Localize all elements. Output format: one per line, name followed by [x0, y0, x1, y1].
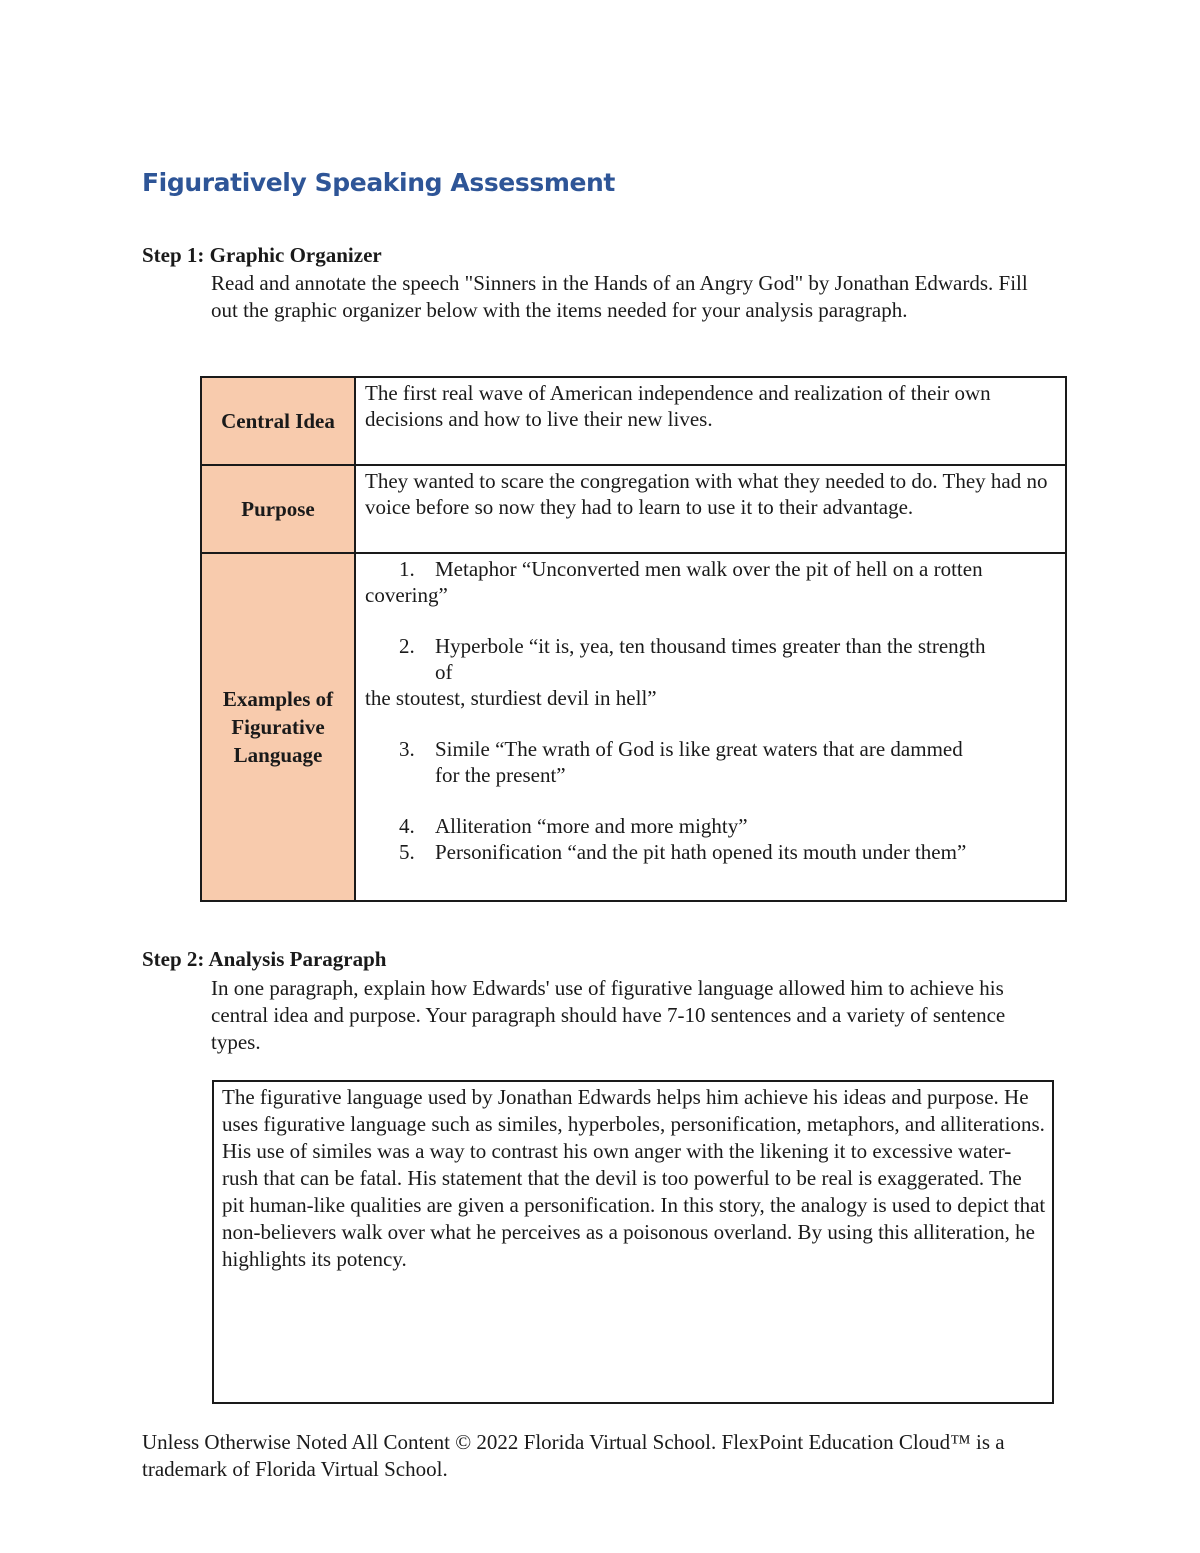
page-title: Figuratively Speaking Assessment — [142, 168, 615, 197]
organizer-row-central-idea — [201, 377, 1066, 465]
list-item-text: Metaphor “Unconverted men walk over the pit of hell on a rotten — [435, 557, 983, 581]
list-item — [365, 736, 1055, 788]
step2-heading: Step 2: Analysis Paragraph — [142, 947, 387, 971]
list-item-number: 3. — [399, 737, 415, 761]
list-item-text: Hyperbole “it is, yea, ten thousand times greater than the strength — [435, 634, 986, 658]
list-item-text-wrap: of — [435, 660, 453, 684]
purpose-text[interactable]: They wanted to scare the congregation with what they needed to do. They had no voice before so now they had to learn to use it to their advantage. — [355, 465, 1066, 553]
list-item-text: Simile “The wrath of God is like great waters that are dammed — [435, 737, 963, 761]
step2-instructions: In one paragraph, explain how Edwards' use of figurative language allowed him to achieve his central idea and purpose. Your paragraph should have 7-10 sentences and a variety of sentence types. — [211, 976, 1006, 1054]
purpose-label: Purpose — [201, 465, 355, 553]
examples-list[interactable] — [355, 553, 1066, 901]
examples-label: Examples of Figurative Language — [201, 553, 355, 901]
list-item-text: Personification “and the pit hath opened its mouth under them” — [435, 840, 967, 864]
central-idea-text[interactable]: The first real wave of American independence and realization of their own decisions and how to live their new lives. — [355, 377, 1066, 465]
organizer-row-purpose — [201, 465, 1066, 553]
step1-instructions: Read and annotate the speech "Sinners in the Hands of an Angry God" by Jonathan Edwards. Fill out the graphic organizer below with the items needed for your analysis paragraph. — [211, 271, 1028, 322]
list-item-text: Alliteration “more and more mighty” — [435, 814, 748, 838]
graphic-organizer — [200, 376, 1067, 902]
list-item-continuation: the stoutest, sturdiest devil in hell” — [365, 686, 657, 710]
footer-copyright: Unless Otherwise Noted All Content © 2022 Florida Virtual School. FlexPoint Education Cloud™ is a trademark of Florida Virtual School. — [142, 1430, 1005, 1481]
list-item-text-wrap: for the present” — [435, 763, 566, 787]
list-item — [365, 633, 1055, 685]
list-item — [365, 839, 1055, 865]
list-item-continuation: covering” — [365, 583, 448, 607]
list-item-number: 2. — [399, 634, 415, 658]
list-item-number: 4. — [399, 814, 415, 838]
analysis-paragraph-box[interactable]: The figurative language used by Jonathan Edwards helps him achieve his ideas and purpose. He uses figurative language such as similes, hyperboles, personification, metaphors, and alliterations. His use of similes was a way to contrast his own anger with the likening it to excessive water-rush that can be fatal. His statement that the devil is too powerful to be real is exaggerated. The pit human-like qualities are given a personification. In this story, the analogy is used to depict that non-believers walk over what he perceives as a poisonous overland. By using this alliteration, he highlights its potency. — [212, 1080, 1054, 1404]
list-item — [365, 556, 1055, 582]
list-item-number: 5. — [399, 840, 415, 864]
step1-heading: Step 1: Graphic Organizer — [142, 243, 382, 267]
organizer-row-examples — [201, 553, 1066, 901]
list-item — [365, 813, 1055, 839]
list-item-number: 1. — [399, 557, 415, 581]
central-idea-label: Central Idea — [201, 377, 355, 465]
